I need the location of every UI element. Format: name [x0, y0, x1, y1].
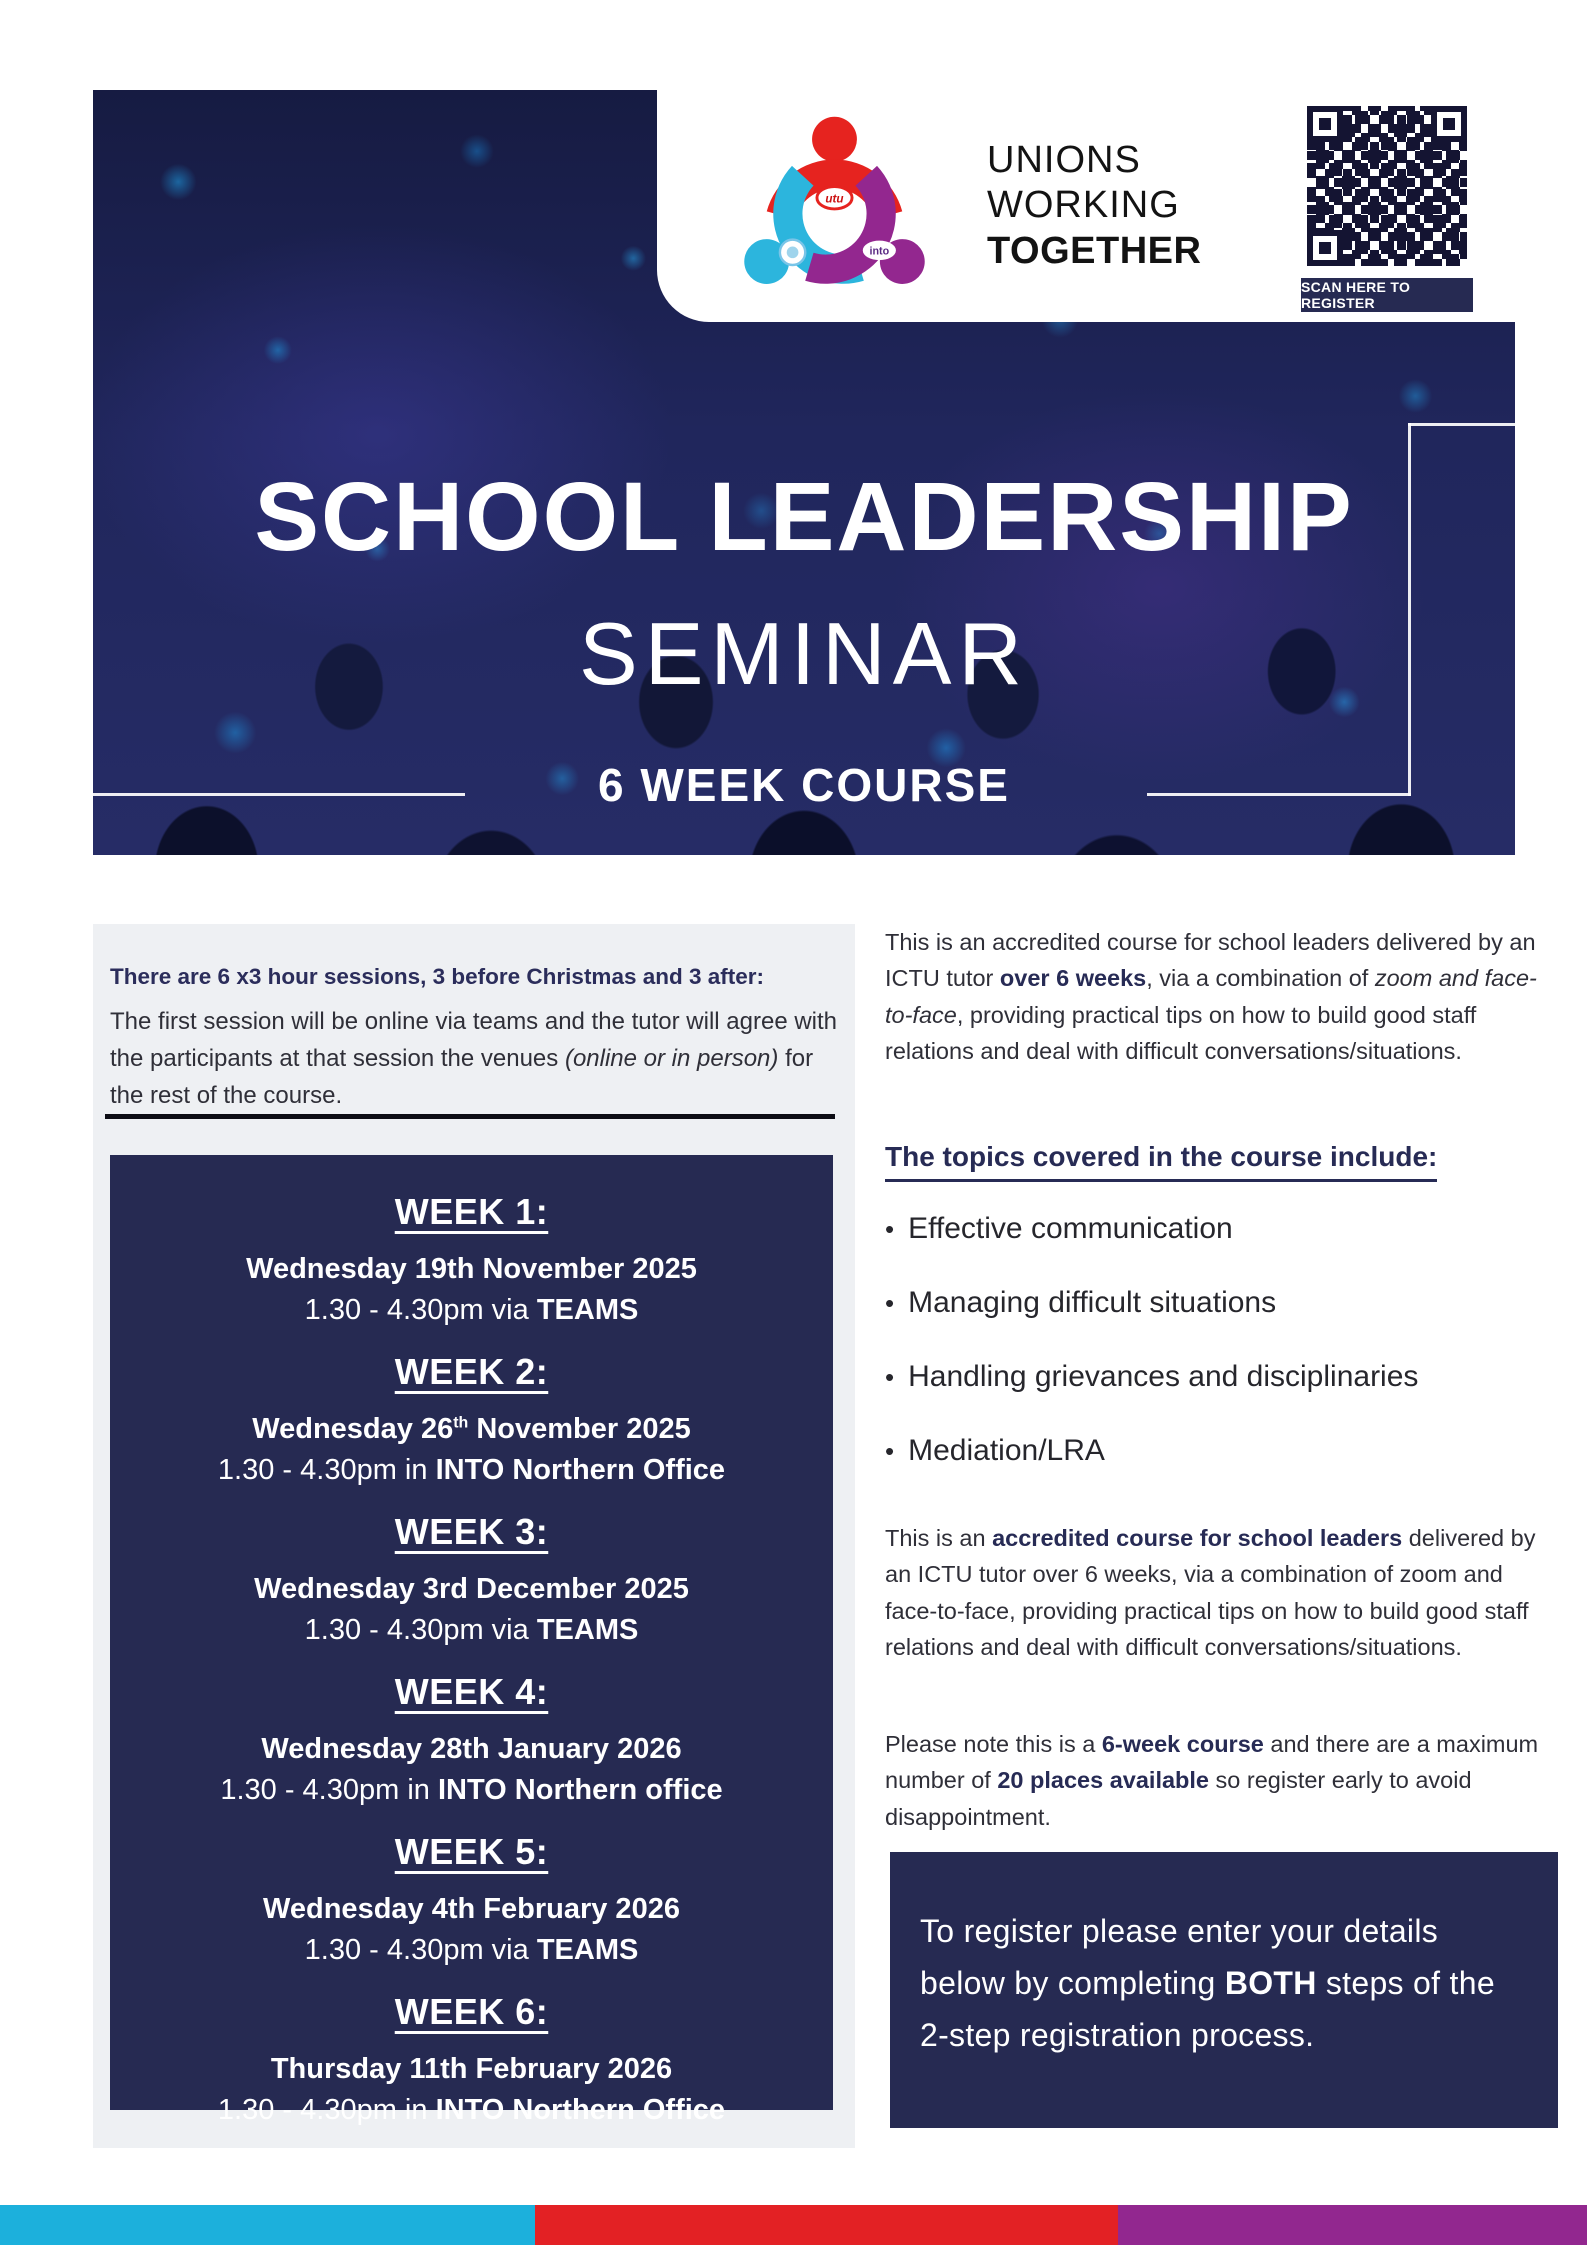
utu-badge-label: utu: [825, 192, 844, 206]
hero-frame-line-top-right: [1408, 423, 1515, 426]
bullet-dot: •: [885, 1436, 895, 1466]
week-6-date: [110, 2053, 833, 2086]
qr-finder-bottom-left: [1307, 230, 1343, 266]
topics-list: [885, 1212, 1547, 1508]
week-6-time-text: 1.30 - 4.30pm in: [217, 2094, 436, 2126]
brand-line-working: WORKING: [987, 184, 1180, 227]
p3-text-c: and there are a maximum number of: [885, 1731, 1539, 1794]
week-2-date-rest: November 2025: [468, 1413, 691, 1445]
topic-item-2-label: Managing difficult situations: [908, 1286, 1277, 1319]
topic-item-4-label: Mediation/LRA: [908, 1434, 1105, 1467]
hero-title: SCHOOL LEADERSHIP: [254, 462, 1354, 571]
week-1-date: [110, 1253, 833, 1286]
week-2-date-text: Wednesday 26: [252, 1413, 454, 1445]
hero-crowd-image: [93, 90, 1515, 855]
footer-stripe-purple: [1118, 2205, 1587, 2245]
bullet-dot: •: [885, 1214, 895, 1244]
brand-line-unions: UNIONS: [987, 138, 1141, 181]
p1-italic-zoom-face: zoom and face-to-face: [885, 965, 1537, 1028]
week-3-label: WEEK 3:: [394, 1511, 549, 1552]
week-5-label: WEEK 5:: [394, 1831, 549, 1872]
week-6-label: WEEK 6:: [394, 1991, 549, 2032]
brand-line-together: TOGETHER: [987, 229, 1202, 272]
qr-register-block: [1301, 100, 1473, 312]
topic-item-3-label: Handling grievances and disciplinaries: [908, 1360, 1419, 1393]
p3-bold-20-places: 20 places available: [997, 1767, 1209, 1794]
week-1-time-text: 1.30 - 4.30pm via: [304, 1294, 537, 1326]
p3-text-a: Please note this is a: [885, 1731, 1102, 1757]
brand-wordmark: [987, 138, 1201, 275]
week-1-label: WEEK 1:: [394, 1191, 549, 1232]
p1-text-e: , providing practical tips on how to build good staff relations and deal with difficult conversations/situations.: [885, 1001, 1477, 1065]
into-badge-label: into: [869, 244, 890, 257]
week-6-date-text: Thursday 11th February 2026: [270, 2053, 673, 2085]
intro-body: [110, 1003, 838, 1115]
week-3-time-text: 1.30 - 4.30pm via: [304, 1614, 537, 1646]
week-5-time: [110, 1934, 833, 1967]
week-6-venue: INTO Northern Office: [435, 2094, 726, 2126]
p3-text-e: so register early to avoid disappointment.: [885, 1767, 1472, 1830]
left-union-seal-center: [787, 246, 799, 258]
qr-caption: SCAN HERE TO REGISTER: [1301, 278, 1473, 312]
week-2-time: [110, 1454, 833, 1487]
week-4-time-text: 1.30 - 4.30pm in: [220, 1774, 438, 1806]
intro-text: [110, 960, 838, 1114]
hero-course-length-badge: 6 WEEK COURSE: [598, 759, 1010, 811]
unions-working-together-logo: [737, 104, 932, 309]
week-5-date: [110, 1893, 833, 1926]
week-2-date-sup: th: [453, 1414, 469, 1432]
week-5-venue: TEAMS: [536, 1934, 639, 1966]
week-5-time-text: 1.30 - 4.30pm via: [304, 1934, 537, 1966]
footer-stripe-teal: [0, 2205, 535, 2245]
topic-item-1-label: Effective communication: [908, 1212, 1233, 1245]
course-description-paragraph: [885, 924, 1547, 1070]
schedule-panel: [110, 1155, 833, 2126]
week-2-label: WEEK 2:: [394, 1351, 549, 1392]
topic-item-4: [885, 1434, 1547, 1468]
week-1-date-text: Wednesday 19th November 2025: [246, 1253, 697, 1285]
hero-subtitle: SEMINAR: [579, 604, 1029, 703]
register-instructions-box: [890, 1852, 1558, 2128]
p1-text-c: , via a combination of: [1146, 965, 1375, 992]
week-4-venue: INTO Northern office: [437, 1774, 723, 1806]
p1-bold-over-6-weeks: over 6 weeks: [999, 965, 1147, 992]
p1-text-a: This is an accredited course for school leaders delivered by an ICTU tutor: [885, 929, 1536, 992]
accredited-course-paragraph: [885, 1520, 1547, 1666]
intro-divider-rule: [105, 1114, 835, 1119]
footer-stripe-red: [535, 2205, 1118, 2245]
triad-people-logo-icon: [737, 104, 932, 309]
week-3-block: [110, 1511, 833, 1647]
week-4-block: [110, 1671, 833, 1807]
bullet-dot: •: [885, 1362, 895, 1392]
week-5-date-text: Wednesday 4th February 2026: [263, 1893, 680, 1925]
week-2-venue: INTO Northern Office: [435, 1454, 726, 1486]
topics-heading: The topics covered in the course include:: [885, 1140, 1437, 1182]
week-1-time: [110, 1294, 833, 1327]
week-4-label: WEEK 4:: [394, 1671, 549, 1712]
week-5-block: [110, 1831, 833, 1967]
intro-body-a: The first session will be online via teams and the tutor will agree with the participants at that session the venues: [110, 1007, 838, 1073]
qr-finder-top-right: [1431, 106, 1467, 142]
week-2-block: [110, 1351, 833, 1487]
week-1-venue: TEAMS: [536, 1294, 639, 1326]
register-bold-both: BOTH: [1224, 1964, 1317, 2001]
week-3-date: [110, 1573, 833, 1606]
intro-body-italic: (online or in person): [564, 1045, 779, 1073]
week-3-venue: TEAMS: [536, 1614, 639, 1646]
p2-text-a: This is an: [885, 1525, 993, 1551]
week-2-time-text: 1.30 - 4.30pm in: [217, 1454, 436, 1486]
qr-finder-top-left: [1307, 106, 1343, 142]
p2-text-c: delivered by an ICTU tutor over 6 weeks, via a combination of zoom and face-to-face, providing practical tips on how to build good staff relations and deal with difficult conversations/situations.: [885, 1525, 1536, 1661]
week-4-date-text: Wednesday 28th January 2026: [261, 1733, 682, 1765]
register-text-c: steps of the 2-step registration process.: [920, 1964, 1495, 2053]
week-3-date-text: Wednesday 3rd December 2025: [254, 1573, 689, 1605]
brand-card: [657, 90, 1515, 322]
topic-item-1: [885, 1212, 1547, 1246]
p3-bold-6-week: 6-week course: [1101, 1731, 1264, 1757]
week-4-date: [110, 1733, 833, 1766]
left-info-panel: [93, 924, 855, 2148]
topic-item-2: [885, 1286, 1547, 1320]
intro-body-b: for the rest of the course.: [110, 1045, 814, 1110]
week-6-block: [110, 1991, 833, 2127]
bullet-dot: •: [885, 1288, 895, 1318]
week-1-block: [110, 1191, 833, 1327]
topic-item-3: [885, 1360, 1547, 1394]
week-6-time: [110, 2094, 833, 2127]
register-text-a: To register please enter your details below by completing: [920, 1913, 1439, 2001]
places-available-paragraph: [885, 1726, 1547, 1835]
qr-modules: [1307, 106, 1467, 266]
intro-heading: There are 6 x3 hour sessions, 3 before Christmas and 3 after:: [110, 964, 764, 989]
qr-code: [1301, 100, 1473, 272]
p2-bold-accredited: accredited course for school leaders: [992, 1525, 1403, 1551]
week-4-time: [110, 1774, 833, 1807]
week-3-time: [110, 1614, 833, 1647]
week-2-date: [110, 1413, 833, 1446]
